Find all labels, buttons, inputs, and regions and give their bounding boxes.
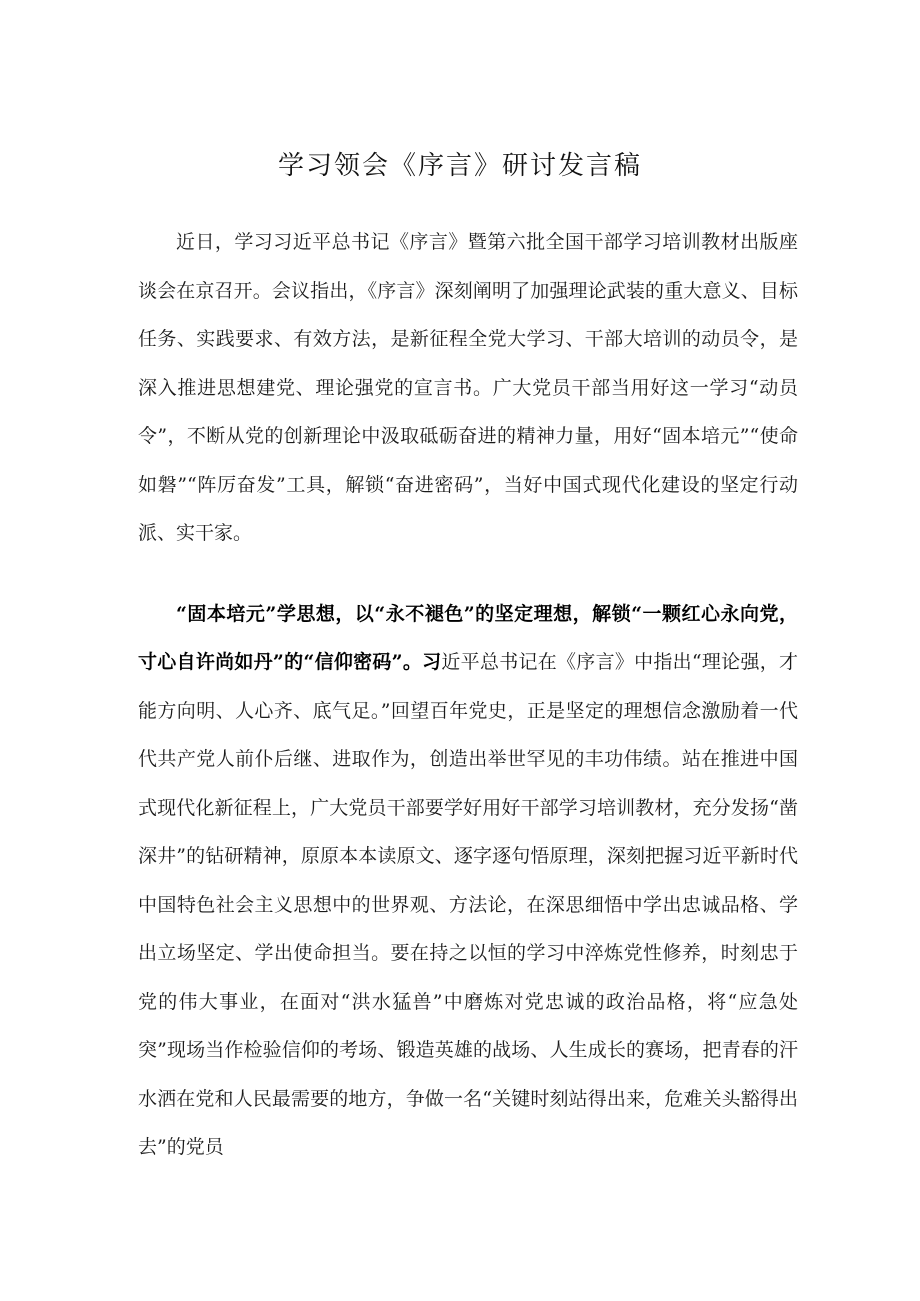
- document-body: [138, 218, 798, 1172]
- paragraph-section-1-text: 近平总书记在《序言》中指出“理论强，才能方向明、人心齐、底气足。”回望百年党史，正是坚定的理想信念激励着一代代共产党人前仆后继、进取作为，创造出举世罕见的丰功伟绩。站在推进中国式现代化新征程上，广大党员干部要学好用好干部学习培训教材，充分发扬“凿深井”的钻研精神，原原本本读原文、逐字逐句悟原理，深刻把握习近平新时代中国特色社会主义思想中的世界观、方法论，在深思细悟中学出忠诚品格、学出立场坚定、学出使命担当。要在持之以恒的学习中淬炼党性修养，时刻忠于党的伟大事业，在面对“洪水猛兽”中磨炼对党忠诚的政治品格，将“应急处突”现场当作检验信仰的考场、锻造英雄的战场、人生成长的赛场，把青春的汗水洒在党和人民最需要的地方，争做一名“关键时刻站得出来，危难关头豁得出去”的党员: [138, 651, 798, 1158]
- paragraph-section-1-heading: “固本培元”学思想，以“永不褪色”的坚定理想，解锁“一颗红心永向党，寸心自许尚如丹”的“信仰密码”。习: [138, 602, 798, 673]
- paragraph-section-1: [138, 590, 798, 1172]
- paragraph-intro: [138, 218, 798, 558]
- document-title: 学习领会《序言》研讨发言稿: [277, 151, 642, 181]
- paragraph-intro-text: 近日，学习习近平总书记《序言》暨第六批全国干部学习培训教材出版座谈会在京召开。会议指出，《序言》深刻阐明了加强理论武装的重大意义、目标任务、实践要求、有效方法，是新征程全党大学习、干部大培训的动员令，是深入推进思想建党、理论强党的宣言书。广大党员干部当用好这一学习“动员令”，不断从党的创新理论中汲取砥砺奋进的精神力量，用好“固本培元”“使命如磐”“阵厉奋发”工具，解锁“奋进密码”，当好中国式现代化建设的坚定行动派、实干家。: [138, 231, 798, 544]
